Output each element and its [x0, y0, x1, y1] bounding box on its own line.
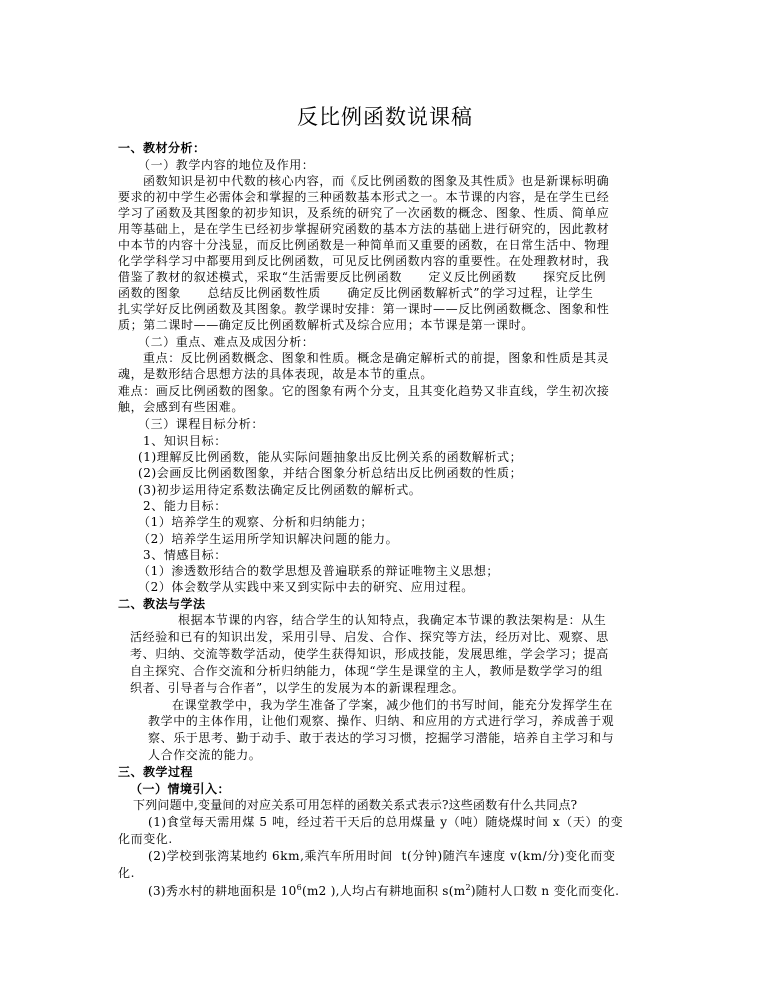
paragraph-line: 用等基础上，是在学生已经初步掌握研究函数的基本方法的基础上进行研究的，因此教材 — [118, 222, 610, 236]
intro-question: 下列问题中,变量间的对应关系可用怎样的函数关系式表示?这些函数有什么共同点? — [133, 798, 578, 812]
goal-item: （1）培养学生的观察、分析和归纳能力； — [138, 515, 374, 529]
question-line: (2)学校到张湾某地约 6km,乘汽车所用时间 t(分钟)随汽车速度 v(km/分)变化而变 — [148, 849, 616, 863]
paragraph-line: 函数知识是初中代数的核心内容，而《反比例函数的图象及其性质》也是新课标明确 — [143, 174, 610, 188]
question-line: 化而变化. — [118, 832, 173, 846]
paragraph-line: 要求的初中学生必需体会和掌握的三种函数基本形式之一。本节课的内容，是在学生已经 — [118, 190, 610, 204]
goal-title: 3、情感目标： — [143, 548, 227, 562]
goal-item: (2)会画反比例函数图象，并结合图象分析总结出反比例函数的性质； — [138, 466, 523, 480]
paragraph-line: 教学中的主体作用，让他们观察、操作、归纳、和应用的方式进行学习，养成善于观 — [148, 714, 615, 728]
goal-title: 2、能力目标： — [143, 499, 227, 513]
paragraph-line: 活经验和已有的知识出发，采用引导、启发、合作、探究等方法，经历对比、观察、思 — [130, 630, 609, 644]
question-line: (1)食堂每天需用煤 5 吨，经过若干天后的总用煤量 y（吨）随烧煤时间 x（天）的变 — [148, 815, 624, 829]
paragraph-line: 化学学科学习中都要用到反比例函数，可见反比例函数内容的重要性。在处理教材时，我 — [118, 254, 610, 268]
paragraph-line: 扎实学好反比例函数及其图象。教学课时安排：第一课时——反比例函数概念、图象和性 — [118, 302, 610, 316]
paragraph-line: 自主探究、合作交流和分析归纳能力，体现“学生是课堂的主人，教师是数学学习的组 — [130, 664, 603, 678]
paragraph-line: 学习了函数及其图象的初步知识，及系统的研究了一次函数的概念、图象、性质、简单应 — [118, 206, 610, 220]
paragraph-line: 根据本节课的内容，结合学生的认知特点，我确定本节课的教法架构是：从生 — [178, 613, 607, 627]
paragraph-line: 质；第二课时——确定反比例函数解析式及综合应用；本节课是第一课时。 — [118, 318, 534, 332]
goal-title: 1、知识目标： — [143, 434, 227, 448]
section-heading-3: 三、教学过程 — [118, 765, 194, 779]
section-heading-2: 二、教法与学法 — [118, 597, 206, 611]
superscript: 6 — [296, 883, 302, 892]
paragraph-line: 难点：画反比例函数的图象。它的图象有两个分支，且其变化趋势又非直线，学生初次接 — [118, 384, 610, 398]
subheading-content-role: （一）教学内容的地位及作用： — [138, 158, 315, 172]
question-text: (m2 ),人均占有耕地面积 s(m — [301, 884, 466, 898]
paragraph-line: 考、归纳、交流等数学活动，使学生获得知识，形成技能，发展思维，学会学习；提高 — [130, 647, 609, 661]
goal-item: （2）培养学生运用所学知识解决问题的能力。 — [138, 532, 399, 546]
paragraph-line: 函数的图象 总结反比例函数性质 确定反比例函数解析式”的学习过程，让学生 — [118, 286, 594, 300]
subheading-situation: （一）情境引入： — [130, 782, 231, 796]
superscript: 2 — [465, 883, 471, 892]
paragraph-line: 重点：反比例函数概念、图象和性质。概念是确定解析式的前提，图象和性质是其灵 — [143, 351, 610, 365]
document-title: 反比例函数说课稿 — [297, 105, 473, 129]
paragraph-line: 触，会感到有些困难。 — [118, 400, 245, 414]
question-line: 化. — [118, 866, 136, 880]
goal-item: （2）体会数学从实践中来又到实际中去的研究、应用过程。 — [138, 580, 474, 594]
paragraph-line: 人合作交流的能力。 — [148, 748, 262, 762]
paragraph-line: 织者、引导者与合作者”，以学生的发展为本的新课程理念。 — [130, 681, 465, 695]
goal-item: (3)初步运用待定系数法确定反比例函数的解析式。 — [138, 483, 422, 497]
paragraph-line: 借鉴了教材的叙述模式，采取“生活需要反比例函数 定义反比例函数 探究反比例 — [118, 270, 607, 284]
paragraph-line: 察、乐于思考、勤于动手、敢于表达的学习习惯，挖掘学习潜能，培养自主学习和与 — [148, 731, 615, 745]
subheading-key-points: （二）重点、难点及成因分析： — [138, 335, 315, 349]
question-line — [148, 883, 619, 899]
section-heading-1: 一、教材分析： — [118, 141, 206, 155]
paragraph-line: 在课堂教学中，我为学生准备了学案，减少他们的书写时间，能充分发挥学生在 — [172, 698, 614, 712]
subheading-goals: （三）课程目标分析： — [138, 417, 265, 431]
question-text: )随村人口数 n 变化而变化. — [470, 884, 620, 898]
goal-item: （1）渗透数形结合的数学思想及普遍联系的辩证唯物主义思想； — [138, 564, 500, 578]
goal-item: (1)理解反比例函数，能从实际问题抽象出反比例关系的函数解析式； — [138, 450, 523, 464]
question-text: (3)秀水村的耕地面积是 10 — [148, 884, 297, 898]
paragraph-line: 中本节的内容十分浅显，而反比例函数是一种简单而又重要的函数，在日常生活中、物理 — [118, 238, 610, 252]
paragraph-line: 魂，是数形结合思想方法的具体表现，故是本节的重点。 — [118, 367, 434, 381]
